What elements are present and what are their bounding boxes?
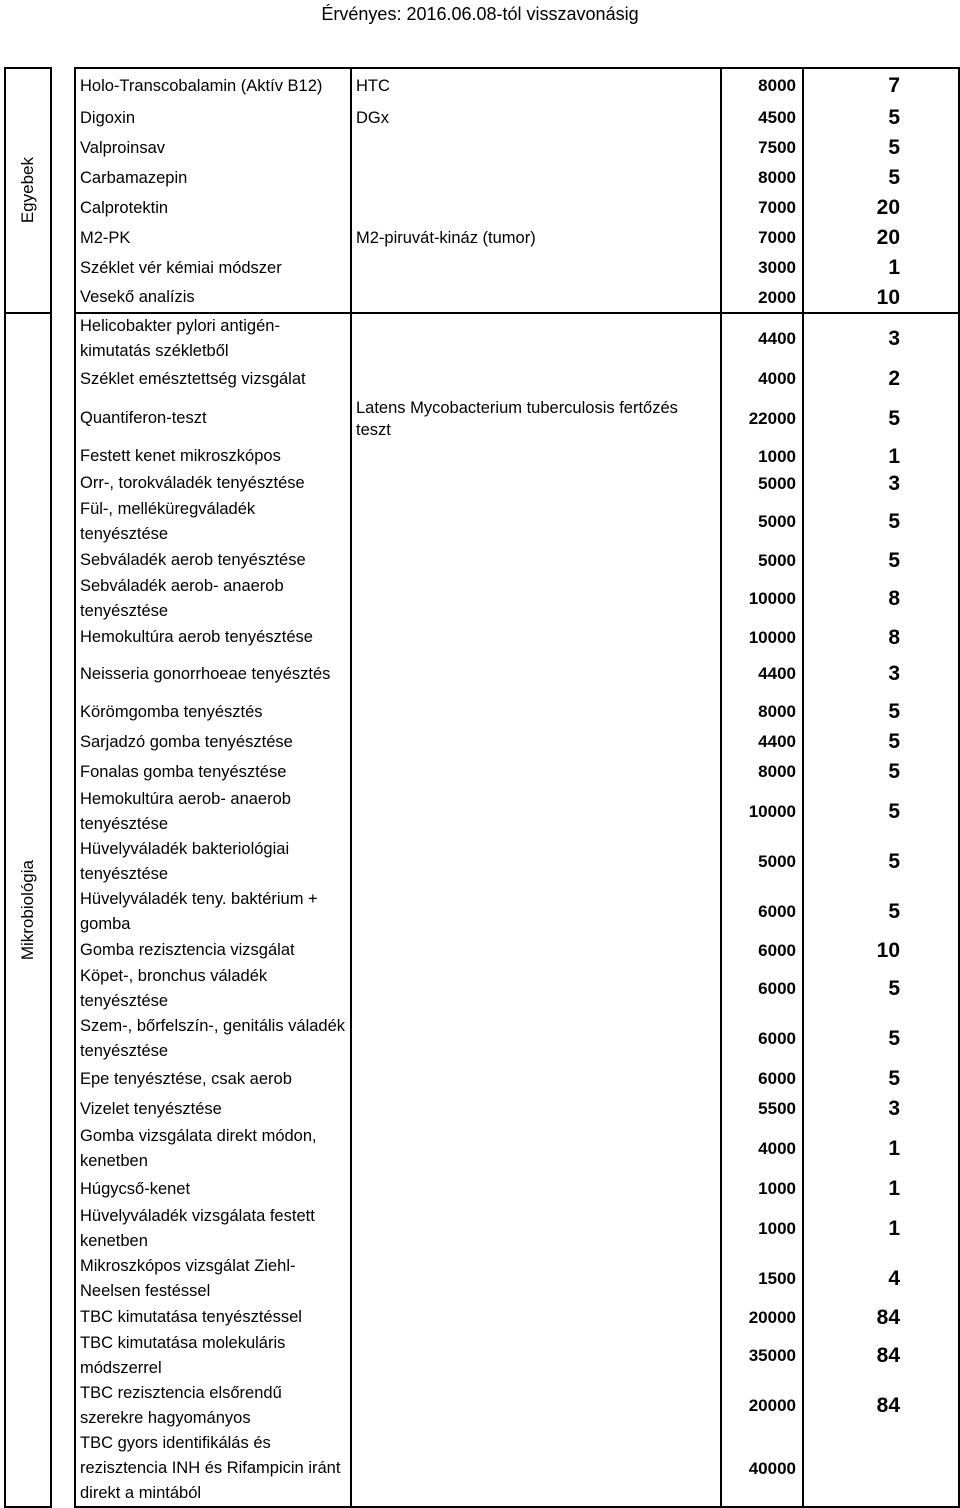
cell-name: Hüvelyváladék teny. baktérium + gomba: [75, 887, 351, 937]
validity-header: Érvényes: 2016.06.08-tól visszavonásig: [321, 4, 639, 24]
cell-desc: [351, 497, 721, 547]
cell-name: Köpet-, bronchus váladék tenyésztése: [75, 964, 351, 1014]
cell-price: 8000: [721, 163, 803, 193]
table-row: [5, 757, 959, 787]
cell-desc: [351, 574, 721, 624]
cell-desc: [351, 1381, 721, 1431]
cell-name: TBC kimutatása tenyésztéssel: [75, 1304, 351, 1331]
cell-desc: [351, 547, 721, 574]
table-row: [5, 651, 959, 697]
cell-price: 6000: [721, 1064, 803, 1094]
cell-price: 7000: [721, 193, 803, 223]
cell-unit: 20: [803, 193, 959, 223]
cell-unit: 1: [803, 1124, 959, 1174]
cell-unit: 1: [803, 1204, 959, 1254]
table-row: [5, 1254, 959, 1304]
table-row: [5, 133, 959, 163]
cell-name: Széklet emésztettség vizsgálat: [75, 364, 351, 394]
cell-price: 2000: [721, 283, 803, 313]
cell-price: 8000: [721, 757, 803, 787]
cell-name: Festett kenet mikroszkópos: [75, 443, 351, 470]
table-row: [5, 313, 959, 364]
cell-name: Quantiferon-teszt: [75, 394, 351, 443]
cell-name: Neisseria gonorrhoeae tenyésztés: [75, 651, 351, 697]
cell-unit: 5: [803, 787, 959, 837]
cell-unit: 7: [803, 68, 959, 103]
cell-name: Calprotektin: [75, 193, 351, 223]
cell-price: 7000: [721, 223, 803, 253]
cell-name: Körömgomba tenyésztés: [75, 697, 351, 727]
category-label: Egyebek: [18, 157, 37, 224]
cell-unit: 1: [803, 253, 959, 283]
table-row: [5, 364, 959, 394]
table-row: [5, 193, 959, 223]
table-row: [5, 964, 959, 1014]
table-row: [5, 497, 959, 547]
cell-price: 10000: [721, 574, 803, 624]
table-row: [5, 283, 959, 313]
cell-name: Sebváladék aerob- anaerob tenyésztése: [75, 574, 351, 624]
cell-desc: DGx: [351, 103, 721, 133]
cell-price: 4000: [721, 1124, 803, 1174]
cell-unit: 5: [803, 727, 959, 757]
table-row: [5, 1304, 959, 1331]
cell-price: 6000: [721, 937, 803, 964]
cell-unit: 20: [803, 223, 959, 253]
cell-unit: 84: [803, 1331, 959, 1381]
cell-price: 1000: [721, 443, 803, 470]
cell-unit: 5: [803, 964, 959, 1014]
cell-price: 7500: [721, 133, 803, 163]
cell-unit: 1: [803, 1174, 959, 1204]
cell-unit: 3: [803, 651, 959, 697]
cell-desc: [351, 1204, 721, 1254]
table-row: [5, 223, 959, 253]
cell-name: Sarjadzó gomba tenyésztése: [75, 727, 351, 757]
cell-unit: 5: [803, 163, 959, 193]
cell-name: Szem-, bőrfelszín-, genitális váladék tenyésztése: [75, 1014, 351, 1064]
cell-unit: 10: [803, 937, 959, 964]
category-cell: [5, 313, 51, 1507]
cell-price: 8000: [721, 697, 803, 727]
cell-desc: [351, 624, 721, 651]
cell-name: Mikroszkópos vizsgálat Ziehl-Neelsen festéssel: [75, 1254, 351, 1304]
cell-desc: [351, 1254, 721, 1304]
cell-name: Epe tenyésztése, csak aerob: [75, 1064, 351, 1094]
cell-name: Széklet vér kémiai módszer: [75, 253, 351, 283]
cell-price: 4400: [721, 651, 803, 697]
cell-unit: 5: [803, 887, 959, 937]
cell-name: Fonalas gomba tenyésztése: [75, 757, 351, 787]
cell-unit: 3: [803, 1094, 959, 1124]
table-row: [5, 68, 959, 103]
cell-unit: 1: [803, 443, 959, 470]
table-row: [5, 547, 959, 574]
cell-name: Fül-, melléküregváladék tenyésztése: [75, 497, 351, 547]
cell-desc: [351, 757, 721, 787]
gutter: [51, 68, 75, 313]
cell-desc: [351, 651, 721, 697]
cell-desc: [351, 697, 721, 727]
cell-price: 8000: [721, 68, 803, 103]
cell-unit: [803, 1431, 959, 1507]
table-row: [5, 1204, 959, 1254]
table-row: [5, 1124, 959, 1174]
cell-desc: [351, 443, 721, 470]
table-row: [5, 163, 959, 193]
cell-unit: 5: [803, 1014, 959, 1064]
cell-price: 10000: [721, 624, 803, 651]
cell-desc: [351, 1014, 721, 1064]
cell-unit: 3: [803, 313, 959, 364]
cell-unit: 10: [803, 283, 959, 313]
cell-desc: [351, 787, 721, 837]
cell-unit: 5: [803, 1064, 959, 1094]
cell-desc: [351, 313, 721, 364]
cell-desc: [351, 364, 721, 394]
cell-price: 5000: [721, 547, 803, 574]
cell-price: 5000: [721, 470, 803, 497]
cell-name: Vizelet tenyésztése: [75, 1094, 351, 1124]
cell-unit: 5: [803, 757, 959, 787]
cell-name: TBC kimutatása molekuláris módszerrel: [75, 1331, 351, 1381]
cell-desc: [351, 470, 721, 497]
cell-name: Holo-Transcobalamin (Aktív B12): [75, 68, 351, 103]
cell-price: 1000: [721, 1204, 803, 1254]
cell-name: Gomba vizsgálata direkt módon, kenetben: [75, 1124, 351, 1174]
cell-name: Húgycső-kenet: [75, 1174, 351, 1204]
price-table: [4, 67, 960, 1508]
cell-name: Helicobakter pylori antigén-kimutatás székletből: [75, 313, 351, 364]
table-row: [5, 470, 959, 497]
cell-desc: [351, 727, 721, 757]
cell-name: Vesekő analízis: [75, 283, 351, 313]
cell-desc: [351, 193, 721, 223]
cell-desc: [351, 964, 721, 1014]
category-label: Mikrobiológia: [18, 859, 37, 961]
table-row: [5, 727, 959, 757]
cell-price: 5000: [721, 837, 803, 887]
cell-unit: 84: [803, 1381, 959, 1431]
cell-name: Digoxin: [75, 103, 351, 133]
table-row: [5, 837, 959, 887]
cell-desc: [351, 1331, 721, 1381]
table-row: [5, 937, 959, 964]
cell-price: 4400: [721, 313, 803, 364]
table-row: [5, 443, 959, 470]
cell-desc: [351, 1431, 721, 1507]
cell-desc: [351, 253, 721, 283]
cell-desc: [351, 1304, 721, 1331]
table-row: [5, 1094, 959, 1124]
cell-unit: 84: [803, 1304, 959, 1331]
cell-desc: Latens Mycobacterium tuberculosis fertőzés teszt: [351, 394, 721, 443]
cell-desc: [351, 163, 721, 193]
cell-price: 5000: [721, 497, 803, 547]
cell-unit: 5: [803, 697, 959, 727]
cell-price: 20000: [721, 1381, 803, 1431]
table-row: [5, 103, 959, 133]
cell-unit: 5: [803, 133, 959, 163]
cell-unit: 5: [803, 547, 959, 574]
cell-price: 10000: [721, 787, 803, 837]
cell-desc: HTC: [351, 68, 721, 103]
cell-price: 6000: [721, 1014, 803, 1064]
cell-price: 20000: [721, 1304, 803, 1331]
table-row: [5, 1381, 959, 1431]
table-row: [5, 697, 959, 727]
cell-desc: [351, 133, 721, 163]
table-row: [5, 1174, 959, 1204]
cell-name: Carbamazepin: [75, 163, 351, 193]
cell-name: M2-PK: [75, 223, 351, 253]
cell-price: 22000: [721, 394, 803, 443]
cell-price: 40000: [721, 1431, 803, 1507]
table-row: [5, 1064, 959, 1094]
cell-price: 1500: [721, 1254, 803, 1304]
cell-price: 4000: [721, 364, 803, 394]
cell-name: Hemokultúra aerob tenyésztése: [75, 624, 351, 651]
table-row: [5, 574, 959, 624]
cell-unit: 2: [803, 364, 959, 394]
cell-unit: 8: [803, 574, 959, 624]
table-row: [5, 1431, 959, 1507]
table-row: [5, 394, 959, 443]
table-row: [5, 1014, 959, 1064]
cell-desc: [351, 1124, 721, 1174]
gutter: [51, 313, 75, 1507]
cell-desc: [351, 837, 721, 887]
cell-name: Gomba rezisztencia vizsgálat: [75, 937, 351, 964]
cell-unit: 5: [803, 103, 959, 133]
cell-desc: [351, 937, 721, 964]
cell-name: Sebváladék aerob tenyésztése: [75, 547, 351, 574]
table-row: [5, 887, 959, 937]
cell-price: 6000: [721, 887, 803, 937]
table-row: [5, 787, 959, 837]
cell-unit: 5: [803, 837, 959, 887]
cell-desc: [351, 1064, 721, 1094]
cell-desc: [351, 1094, 721, 1124]
cell-price: 4500: [721, 103, 803, 133]
cell-unit: 3: [803, 470, 959, 497]
cell-price: 35000: [721, 1331, 803, 1381]
table-row: [5, 1331, 959, 1381]
cell-price: 4400: [721, 727, 803, 757]
cell-unit: 8: [803, 624, 959, 651]
cell-name: TBC rezisztencia elsőrendű szerekre hagyományos: [75, 1381, 351, 1431]
cell-unit: 5: [803, 394, 959, 443]
cell-name: Hüvelyváladék bakteriológiai tenyésztése: [75, 837, 351, 887]
cell-name: Valproinsav: [75, 133, 351, 163]
table-row: [5, 624, 959, 651]
cell-desc: [351, 887, 721, 937]
cell-desc: [351, 1174, 721, 1204]
cell-unit: 4: [803, 1254, 959, 1304]
cell-unit: 5: [803, 497, 959, 547]
cell-name: Hemokultúra aerob- anaerob tenyésztése: [75, 787, 351, 837]
cell-name: TBC gyors identifikálás és rezisztencia INH és Rifampicin iránt direkt a mintából: [75, 1431, 351, 1507]
cell-name: Hüvelyváladék vizsgálata festett kenetben: [75, 1204, 351, 1254]
cell-desc: M2-piruvát-kináz (tumor): [351, 223, 721, 253]
cell-price: 1000: [721, 1174, 803, 1204]
cell-desc: [351, 283, 721, 313]
cell-price: 3000: [721, 253, 803, 283]
table-row: [5, 253, 959, 283]
cell-price: 5500: [721, 1094, 803, 1124]
cell-price: 6000: [721, 964, 803, 1014]
category-cell: [5, 68, 51, 313]
cell-name: Orr-, torokváladék tenyésztése: [75, 470, 351, 497]
